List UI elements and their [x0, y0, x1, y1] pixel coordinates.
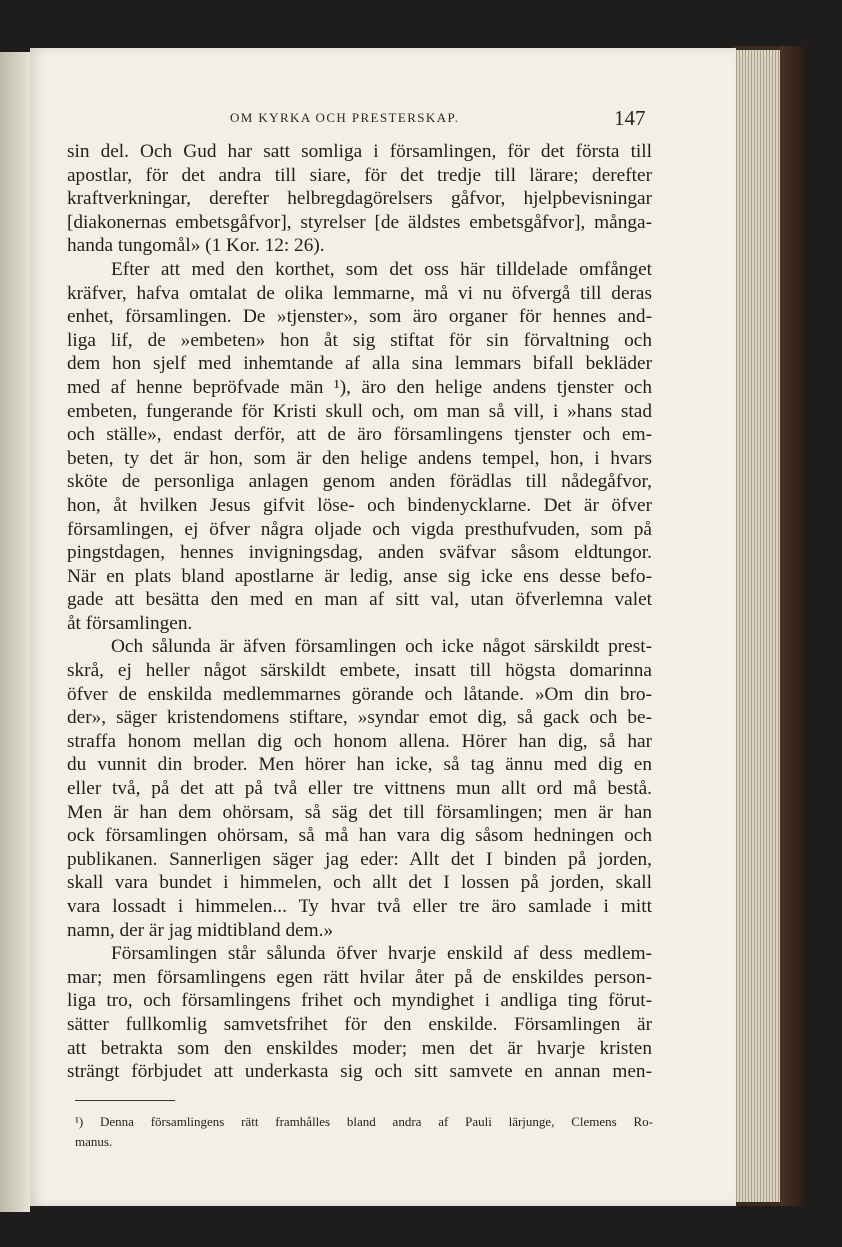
text-line: namn, der är jag midtibland dem.» — [67, 919, 334, 941]
body-text — [67, 140, 652, 1084]
text-line: apostlar, för det andra till siare, för det tredje till lärare; derefter — [67, 164, 652, 186]
text-line: åt församlingen. — [67, 612, 193, 634]
text-line: skrå, ej heller något särskildt embete, insatt till högsta domarinna — [67, 660, 652, 682]
text-line: öfver de enskilda medlemmarnes görande och låtande. »Om din bro- — [67, 683, 652, 705]
text-line: och ställe», endast derför, att de äro församlingens tjenster och em- — [67, 424, 652, 446]
text-line: dem hon sjelf med inhemtande af alla sina lemmars bifall bekläder — [67, 353, 652, 375]
text-line: eller två, på det att på två eller tre vittnens mun allt ord må bestå. — [67, 778, 652, 800]
text-line: pingstdagen, hennes invigningsdag, anden sväfvar såsom eldtungor. — [67, 542, 652, 564]
page-number: 147 — [614, 106, 646, 130]
text-line: med af henne bepröfvade män ¹), äro den helige andens tjenster och — [67, 376, 652, 398]
text-line: Men är han dem ohörsam, så säg det till församlingen; men är han — [67, 801, 652, 823]
text-line: Församlingen står sålunda öfver hvarje enskild af dess medlem- — [111, 943, 652, 965]
text-line: hon, åt hvilken Jesus gifvit löse- och bindenycklarne. Det är öfver — [67, 494, 652, 516]
text-line: församlingen, ej öfver några oljade och vigda presthufvuden, som på — [67, 518, 652, 540]
text-line: [diakonernas embetsgåfvor], styrelser [de äldstes embetsgåfvor], många- — [67, 211, 652, 233]
footnote-rule — [75, 1100, 175, 1101]
text-line: liga tro, och församlingens frihet och myndighet i andliga ting förut- — [67, 990, 652, 1012]
text-line: publikanen. Sannerligen säger jag eder: Allt det I binden på jorden, — [67, 848, 652, 870]
text-line: Efter att med den korthet, som det oss här tilldelade omfånget — [111, 258, 652, 280]
text-line: kraftverkningar, derefter helbregdagörelsers gåfvor, hjelpbevisningar — [67, 188, 652, 210]
text-line: skall vara bundet i himmelen, och allt det I lossen på jorden, skall — [67, 872, 652, 894]
text-line: sköte de personliga anlagen genom anden förädlas till nådegåfvor, — [67, 471, 652, 493]
book-spine — [780, 46, 804, 1206]
footnotes — [75, 1112, 653, 1152]
text-line: sin del. Och Gud har satt somliga i församlingen, för det första till — [67, 141, 652, 162]
page-header — [30, 106, 736, 136]
footnote-line: ¹) Denna församlingens rätt framhålles bland andra af Pauli lärjunge, Clemens Ro- — [75, 1114, 653, 1129]
text-line: Och sålunda är äfven församlingen och icke något särskildt prest- — [111, 636, 652, 658]
book-page — [30, 48, 736, 1206]
text-line: mar; men församlingens egen rätt hvilar åter på de enskildes person- — [67, 966, 652, 988]
text-line: enhet, församlingen. De »tjenster», som äro organer för hennes and- — [67, 306, 652, 328]
text-line: handa tungomål» (1 Kor. 12: 26). — [67, 235, 325, 257]
text-line: gade att besätta den med en man af sitt val, utan öfverlemna valet — [67, 589, 652, 611]
text-line: När en plats bland apostlarne är ledig, anse sig icke ens desse befo- — [67, 565, 652, 587]
text-line: beten, ty det är hon, som är den helige andens tempel, hon, i hvars — [67, 447, 652, 469]
running-title: OM KYRKA OCH PRESTERSKAP. — [230, 110, 460, 125]
left-page-edge — [0, 52, 30, 1212]
text-line: liga lif, de »embeten» hon åt sig stiftat för sin förvaltning och — [67, 329, 652, 351]
text-line: vara lossadt i himmelen... Ty hvar två eller tre äro samlade i mitt — [67, 896, 652, 917]
text-line: du vunnit din broder. Men hörer han icke, så tag ännu med dig en — [67, 754, 652, 776]
text-line: ock församlingen ohörsam, så må han vara dig såsom hedningen och — [67, 825, 652, 847]
text-line: embeten, fungerande för Kristi skull och, om man så vill, i »hans stad — [67, 400, 652, 422]
text-line: sätter fullkomlig samvetsfrihet för den enskilde. Församlingen är — [67, 1013, 652, 1035]
text-line: straffa honom mellan dig och honom allena. Hörer han dig, så har — [67, 730, 652, 752]
text-line: strängt förbjudet att underkasta sig och sitt samvete en annan men- — [67, 1061, 652, 1083]
text-line: der», säger kristendomens stiftare, »syndar emot dig, så gack och be- — [67, 707, 652, 729]
text-line: kräfver, hafva omtalat de olika lemmarne, må vi nu öfvergå till deras — [67, 282, 652, 304]
text-line: att betrakta som den enskildes moder; men det är hvarje kristen — [67, 1037, 652, 1059]
page-block — [734, 50, 780, 1202]
footnote-line: manus. — [75, 1134, 113, 1149]
